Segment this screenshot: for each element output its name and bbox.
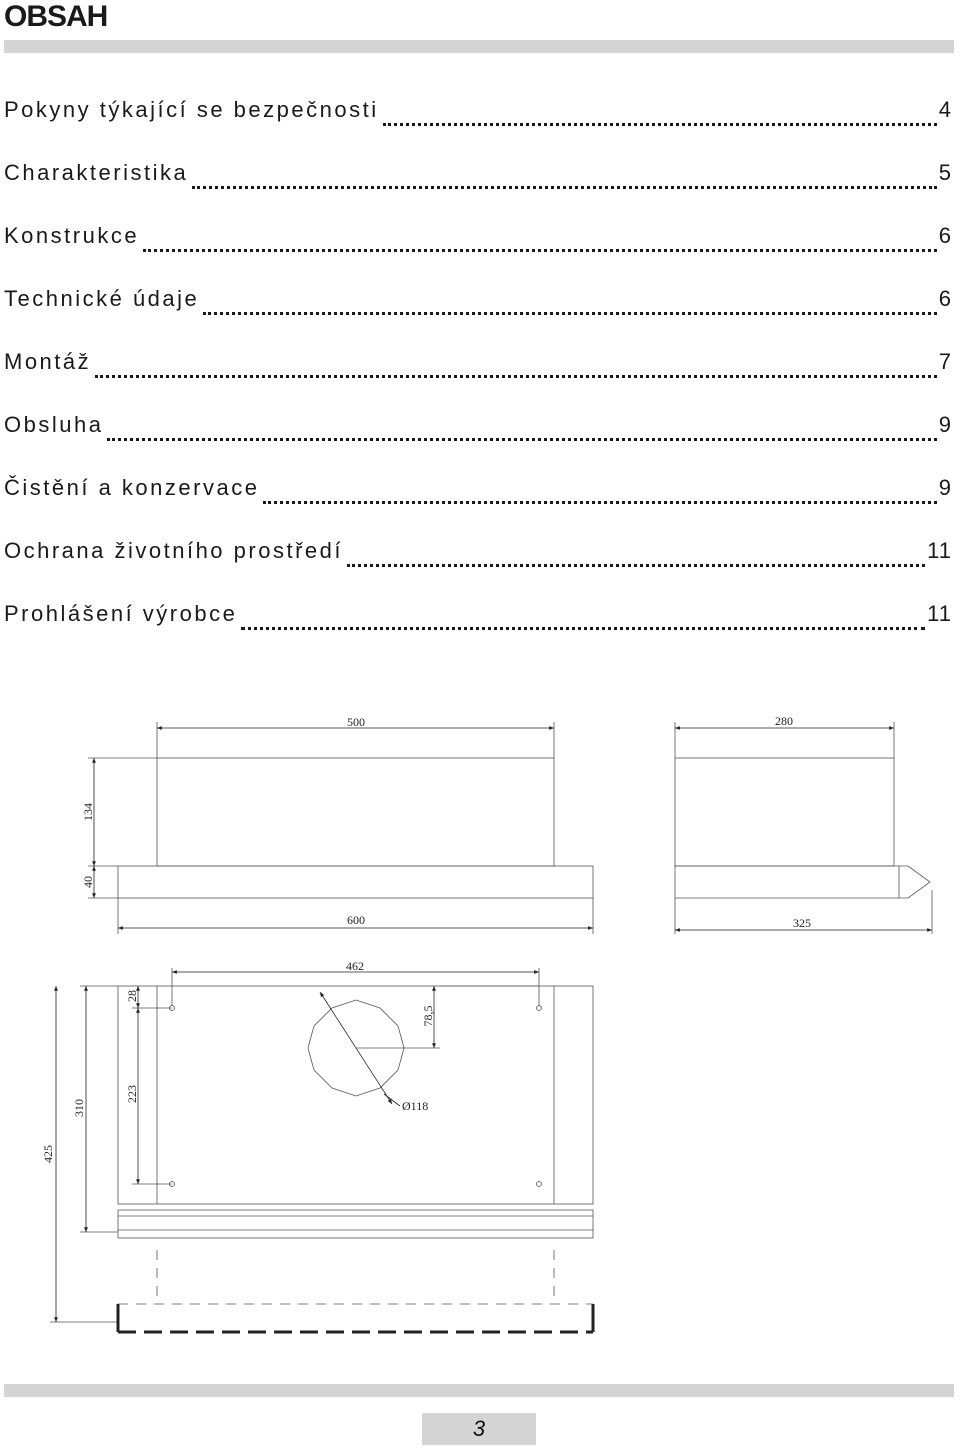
toc-entry-label: Pokyny týkající se bezpečnosti	[4, 96, 379, 122]
header-divider-bar	[4, 40, 954, 53]
toc-leader-dots	[95, 353, 937, 378]
toc-entry[interactable]	[4, 582, 952, 645]
dimension-label: 310	[72, 1099, 86, 1117]
dimension-label: 280	[775, 714, 793, 728]
toc-entry[interactable]	[4, 267, 952, 330]
toc-entry-page: 7	[938, 348, 952, 374]
dimension-label: 223	[125, 1085, 139, 1103]
toc-leader-dots	[192, 164, 937, 189]
front-view-body	[157, 758, 554, 866]
toc-leader-dots	[143, 227, 937, 252]
toc-entry[interactable]	[4, 204, 952, 267]
table-of-contents	[4, 78, 952, 645]
dimension-label: 462	[346, 959, 364, 973]
dimension-label: 500	[347, 715, 365, 729]
toc-entry-label: Montáž	[4, 348, 92, 374]
toc-entry-label: Technické údaje	[4, 285, 200, 311]
toc-entry[interactable]	[4, 141, 952, 204]
toc-entry[interactable]	[4, 456, 952, 519]
footer-divider-bar	[4, 1384, 954, 1397]
side-view-panel	[675, 866, 930, 898]
toc-leader-dots	[203, 290, 936, 315]
toc-entry[interactable]	[4, 393, 952, 456]
toc-entry-label: Charakteristika	[4, 159, 189, 185]
toc-leader-dots	[383, 101, 937, 126]
toc-entry-label: Prohlášení výrobce	[4, 600, 238, 626]
dimension-label: 600	[347, 913, 365, 927]
dimension-label: 134	[81, 803, 95, 821]
side-view-body	[675, 758, 894, 866]
toc-entry-page: 9	[938, 411, 952, 437]
dimension-label: 425	[41, 1145, 55, 1163]
front-view-panel	[118, 866, 593, 898]
top-view-body	[118, 986, 593, 1204]
toc-entry-label: Čistění a konzervace	[4, 474, 260, 500]
toc-entry-page: 6	[938, 285, 952, 311]
toc-entry[interactable]	[4, 519, 952, 582]
toc-entry-page: 6	[938, 222, 952, 248]
toc-entry-label: Ochrana životního prostředí	[4, 537, 343, 563]
dimension-label: 40	[81, 876, 95, 888]
page-heading: OBSAH	[4, 0, 108, 33]
mounting-hole	[537, 1182, 542, 1187]
dimension-label: Ø118	[402, 1099, 429, 1113]
toc-entry-label: Konstrukce	[4, 222, 140, 248]
toc-entry[interactable]	[4, 78, 952, 141]
page-number: 3	[422, 1413, 536, 1445]
toc-leader-dots	[263, 479, 936, 504]
dimension-label: 325	[793, 916, 811, 930]
mounting-hole	[537, 1006, 542, 1011]
toc-leader-dots	[241, 605, 925, 630]
toc-entry-label: Obsluha	[4, 411, 104, 437]
toc-entry-page: 4	[938, 96, 952, 122]
toc-entry-page: 11	[927, 537, 952, 563]
toc-entry-page: 11	[927, 600, 952, 626]
toc-entry-page: 5	[938, 159, 952, 185]
toc-leader-dots	[347, 542, 925, 567]
toc-leader-dots	[107, 416, 936, 441]
top-view-panel	[118, 1210, 593, 1238]
toc-entry-page: 9	[938, 474, 952, 500]
toc-entry[interactable]	[4, 330, 952, 393]
technical-drawing	[0, 690, 960, 1380]
dimension-label: 28	[125, 990, 139, 1002]
dimension-label: 78,5	[421, 1005, 435, 1027]
